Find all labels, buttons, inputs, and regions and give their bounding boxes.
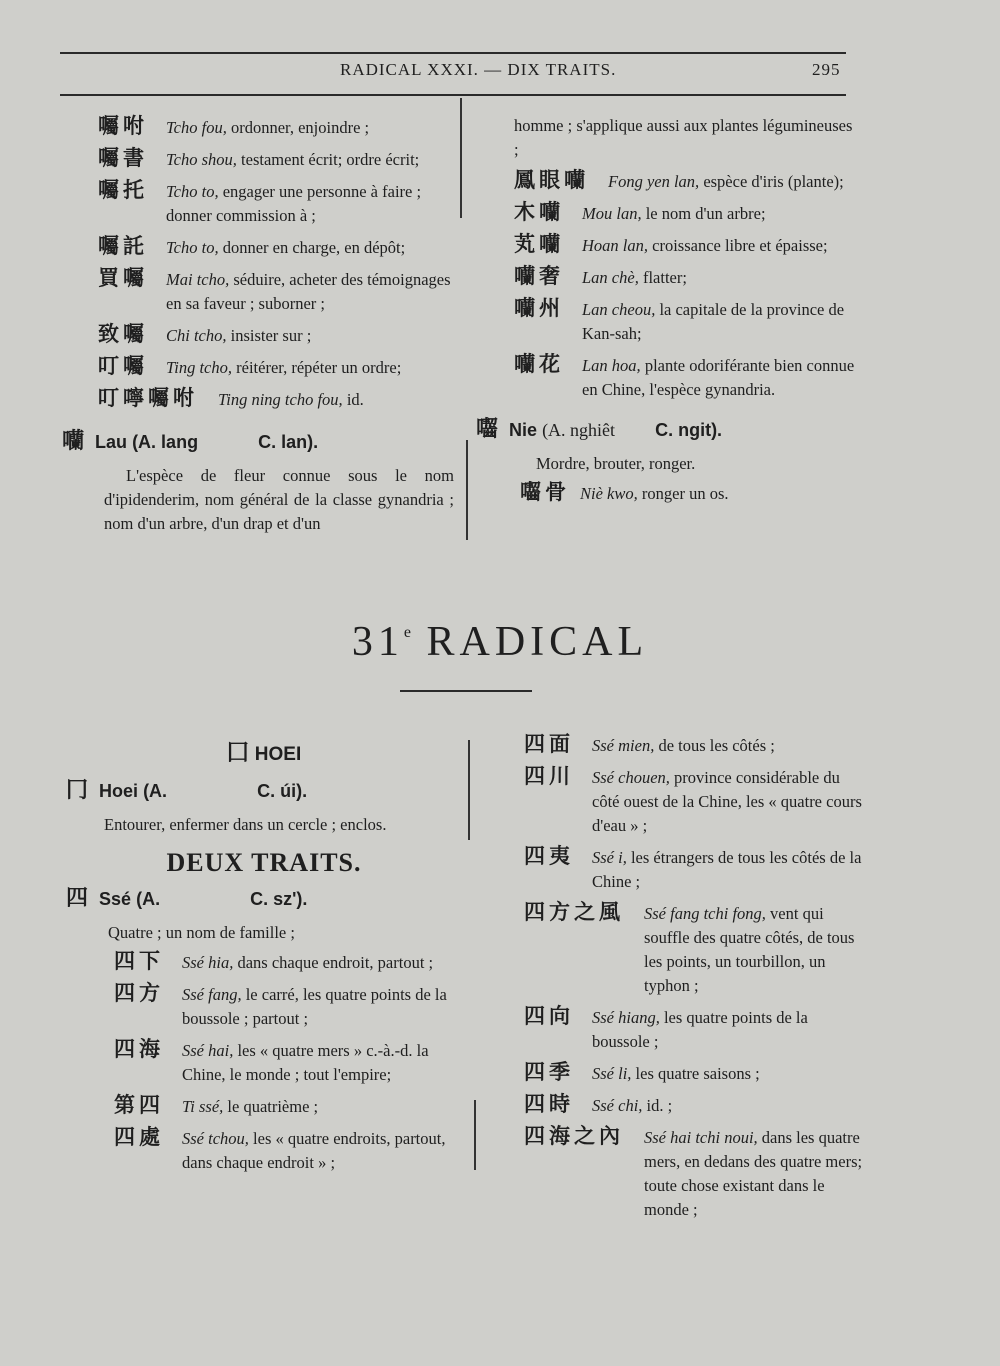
romanization: Tcho shou, [166, 150, 237, 169]
chinese-chars: 叮嚀囑咐 [98, 386, 198, 410]
definition: L'espèce de fleur connue sous le nom d'ipidenderim, nom général de la classe gynandria ; nom d'un arbre, d'un drap et d'un [104, 466, 454, 533]
romanization: Tcho fou, [166, 118, 227, 137]
romanization: Ssé hia, [182, 953, 234, 972]
romanization: Ssé hai tchi noui, [644, 1128, 758, 1147]
head-cantonese: C. úi). [257, 781, 308, 801]
section-char: 囗 [226, 741, 249, 766]
page-number: 295 [812, 60, 841, 79]
gloss: de tous les côtés ; [654, 736, 775, 755]
chinese-chars: 四面 [524, 732, 574, 756]
chinese-chars: 四時 [524, 1092, 574, 1116]
entry-head-hoei [66, 779, 462, 803]
romanization: Lan chè, [582, 268, 639, 287]
chinese-chars: 四夷 [524, 844, 574, 868]
bottom-right-column [524, 734, 868, 1230]
section-heading [66, 742, 462, 767]
top-column-divider-lower [466, 440, 468, 540]
chinese-chars: 囑托 [98, 178, 148, 202]
entry-head-nie [476, 418, 860, 442]
bottom-column-divider-lower [474, 1100, 476, 1170]
gloss: province considérable du côté ouest de la Chine, les « quatre cours d'eau » ; [592, 768, 862, 835]
dictionary-entry [524, 1126, 868, 1222]
head-char: 四 [66, 886, 89, 911]
gloss: ronger un os. [637, 484, 729, 503]
romanization: Chi tcho, [166, 326, 227, 345]
dictionary-entry [114, 983, 462, 1031]
dictionary-entry [114, 951, 462, 975]
gloss: les quatre points de la boussole ; [592, 1008, 808, 1051]
romanization: Mou lan, [582, 204, 642, 223]
continued-text: homme ; s'applique aussi aux plantes légumineuses ; [514, 116, 853, 159]
entry-head-sse [66, 887, 462, 911]
radical-ordinal: e [403, 624, 411, 641]
gloss: plante odoriférante bien connue en Chine, l'espèce gynandria. [582, 356, 855, 399]
chinese-chars: 致囑 [98, 322, 148, 346]
head-char: 囒 [62, 429, 85, 454]
chinese-chars: 囓骨 [520, 480, 570, 504]
romanization: Hoan lan, [582, 236, 648, 255]
romanization: Mai tcho, [166, 270, 230, 289]
romanization: Ssé hiang, [592, 1008, 660, 1027]
dictionary-entry [98, 180, 454, 228]
gloss: les « quatre endroits, partout, dans chaque endroit » ; [182, 1129, 446, 1172]
gloss: id. [342, 390, 364, 409]
gloss: espèce d'iris (plante); [699, 172, 844, 191]
head-char: 冂 [66, 778, 89, 803]
head-annamite: (A. lang [132, 432, 199, 452]
dictionary-entry [98, 236, 454, 260]
gloss: le nom d'un arbre; [641, 204, 766, 223]
radical-title [0, 618, 1000, 666]
head-name: Hoei [99, 781, 139, 801]
dictionary-entry [514, 202, 860, 226]
head-annamite: (A. [143, 781, 168, 801]
dictionary-entry [98, 148, 454, 172]
head-name: Lau [95, 432, 128, 452]
dictionary-entry [524, 846, 868, 894]
dictionary-entry [524, 902, 868, 998]
dictionary-entry [524, 766, 868, 838]
definition: Quatre ; un nom de famille ; [108, 923, 295, 942]
romanization: Ting ning tcho fou, [218, 390, 343, 409]
header-bottom-rule [60, 94, 846, 96]
head-name: Ssé [99, 889, 132, 909]
romanization: Ssé chi, [592, 1096, 643, 1115]
head-cantonese: C. ngit). [655, 420, 723, 440]
romanization: Fong yen lan, [608, 172, 700, 191]
romanization: Ssé fang tchi fong, [644, 904, 766, 923]
gloss: le carré, les quatre points de la boussole ; partout ; [182, 985, 447, 1028]
top-right-column [476, 114, 860, 514]
gloss: dans chaque endroit, partout ; [233, 953, 434, 972]
chinese-chars: 木囒 [514, 200, 564, 224]
gloss: ordonner, enjoindre ; [226, 118, 370, 137]
gloss: vent qui souffle des quatre côtés, de tous les points, un tourbillon, un typhon ; [644, 904, 855, 995]
definition: Entourer, enfermer dans un cercle ; enclos. [104, 815, 387, 834]
head-annamite: (A. nghiêt [542, 420, 616, 440]
romanization: Ssé hai, [182, 1041, 234, 1060]
dictionary-entry [524, 734, 868, 758]
dictionary-entry [524, 1062, 868, 1086]
gloss: id. ; [642, 1096, 673, 1115]
chinese-chars: 囑託 [98, 234, 148, 258]
romanization: Ti ssé, [182, 1097, 224, 1116]
head-cantonese: C. lan). [258, 432, 319, 452]
header-top-rule [60, 52, 846, 54]
dictionary-entry [98, 324, 454, 348]
gloss: la capitale de la province de Kan-sah; [582, 300, 845, 343]
title-underline [400, 690, 532, 692]
dictionary-entry [514, 266, 860, 290]
dictionary-entry [114, 1127, 462, 1175]
head-annamite: (A. [136, 889, 161, 909]
dictionary-entry [514, 170, 860, 194]
radical-word: RADICAL [426, 619, 649, 665]
gloss: donner en charge, en dépôt; [218, 238, 406, 257]
dictionary-entry [514, 298, 860, 346]
chinese-chars: 鳳眼囒 [514, 168, 589, 192]
chinese-chars: 囑咐 [98, 114, 148, 138]
dictionary-entry [514, 354, 860, 402]
gloss: les quatre saisons ; [631, 1064, 760, 1083]
chinese-chars: 四下 [114, 949, 164, 973]
chinese-chars: 四季 [524, 1060, 574, 1084]
sub-entry [520, 482, 860, 506]
gloss: réitérer, répéter un ordre; [232, 358, 402, 377]
chinese-chars: 第四 [114, 1093, 164, 1117]
dictionary-entry [98, 268, 454, 316]
chinese-chars: 四處 [114, 1125, 164, 1149]
chinese-chars: 四海之內 [524, 1124, 624, 1148]
subsection-title: DEUX TRAITS. [166, 848, 362, 877]
chinese-chars: 四方之風 [524, 900, 624, 924]
gloss: insister sur ; [226, 326, 312, 345]
head-cantonese: C. sz'). [250, 889, 308, 909]
chinese-chars: 四方 [114, 981, 164, 1005]
romanization: Tcho to, [166, 238, 219, 257]
running-header: RADICAL XXXI. — DIX TRAITS. [340, 60, 617, 79]
chinese-chars: 囒奢 [514, 264, 564, 288]
definition: Mordre, brouter, ronger. [536, 454, 696, 473]
top-column-divider [460, 98, 462, 218]
dictionary-entry [114, 1039, 462, 1087]
gloss: les « quatre mers » c.-à.-d. la Chine, le monde ; tout l'empire; [182, 1041, 429, 1084]
chinese-chars: 四向 [524, 1004, 574, 1028]
romanization: Lan hoa, [582, 356, 641, 375]
gloss: croissance libre et épaisse; [648, 236, 828, 255]
romanization: Ssé li, [592, 1064, 632, 1083]
chinese-chars: 芄囒 [514, 232, 564, 256]
chinese-chars: 四海 [114, 1037, 164, 1061]
chinese-chars: 囒州 [514, 296, 564, 320]
dictionary-entry [98, 116, 454, 140]
gloss: testament écrit; ordre écrit; [236, 150, 420, 169]
bottom-column-divider [468, 740, 470, 840]
chinese-chars: 買囑 [98, 266, 148, 290]
dictionary-entry [114, 1095, 462, 1119]
gloss: le quatrième ; [223, 1097, 319, 1116]
romanization: Ssé i, [592, 848, 627, 867]
romanization: Ssé chouen, [592, 768, 670, 787]
dictionary-entry [98, 388, 454, 412]
head-char: 囓 [476, 417, 499, 442]
romanization: Ting tcho, [166, 358, 233, 377]
gloss: dans les quatre mers, en dedans des quatre mers; toute chose existant dans le monde ; [644, 1128, 863, 1219]
chinese-chars: 叮囑 [98, 354, 148, 378]
chinese-chars: 四川 [524, 764, 574, 788]
dictionary-entry [98, 356, 454, 380]
chinese-chars: 囑書 [98, 146, 148, 170]
romanization: Ssé fang, [182, 985, 242, 1004]
entry-head-lau [62, 430, 454, 454]
dictionary-entry [514, 234, 860, 258]
radical-number: 31 [351, 619, 404, 665]
romanization: Tcho to, [166, 182, 219, 201]
gloss: séduire, acheter des témoignages en sa faveur ; suborner ; [166, 270, 451, 313]
chinese-chars: 囒花 [514, 352, 564, 376]
gloss: flatter; [638, 268, 687, 287]
gloss: engager une personne à faire ; donner commission à ; [166, 182, 422, 225]
top-left-column [62, 114, 454, 542]
romanization: Ssé tchou, [182, 1129, 249, 1148]
section-name: HOEI [254, 744, 302, 765]
dictionary-entry [524, 1094, 868, 1118]
gloss: les étrangers de tous les côtés de la Chine ; [592, 848, 862, 891]
bottom-left-column [66, 742, 462, 1183]
romanization: Ssé mien, [592, 736, 655, 755]
head-name: Nie [509, 420, 538, 440]
dictionary-entry [524, 1006, 868, 1054]
romanization: Niè kwo, [580, 484, 638, 503]
romanization: Lan cheou, [582, 300, 656, 319]
